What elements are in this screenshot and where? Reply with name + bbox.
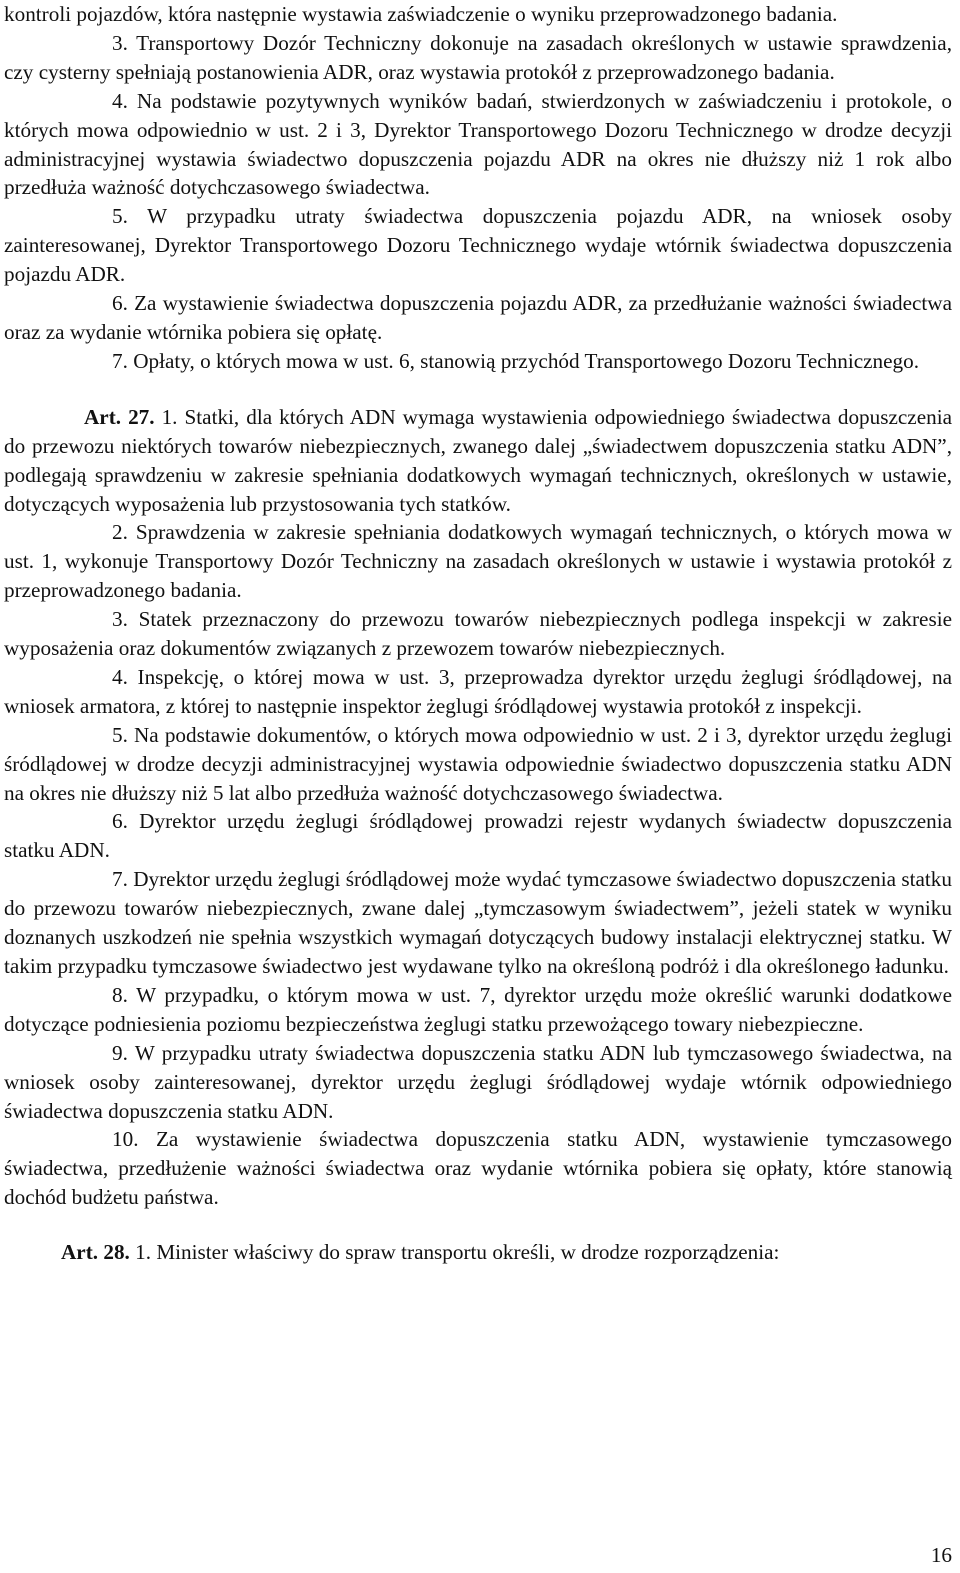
article-28-first-paragraph xyxy=(4,1238,952,1267)
article-27-ust-10: 10. Za wystawienie świadectwa dopuszczenia statku ADN, wystawienie tymczasowego świadectwa, przedłużenie ważności świadectwa oraz wydanie wtórnika pobiera się opłaty, które stanowią dochód budżetu państwa. xyxy=(4,1127,952,1210)
article-27-label: Art. 27. xyxy=(84,404,155,429)
article-27-ust-2: 2. Sprawdzenia w zakresie spełniania dodatkowych wymagań technicznych, o których mowa w ust. 1, wykonuje Transportowy Dozór Techniczny na zasadach określonych w ustawie i wystawia protokół z przeprowadzonego badania. xyxy=(4,520,952,603)
paragraph-ust-3: 3. Transportowy Dozór Techniczny dokonuje na zasadach określonych w ustawie sprawdzenia, czy cysterny spełniają postanowienia ADR, oraz wystawia protokół z przeprowadzonego badania. xyxy=(4,30,952,84)
article-27-ust-3: 3. Statek przeznaczony do przewozu towarów niebezpiecznych podlega inspekcji w zakresie wyposażenia oraz dokumentów związanych z przewozem towarów niebezpiecznych. xyxy=(4,607,952,661)
paragraph-ust-4: 4. Na podstawie pozytywnych wyników badań, stwierdzonych w zaświadczeniu i protokole, o których mowa odpowiednio w ust. 2 i 3, Dyrektor Transportowego Dozoru Technicznego w drodze decyzji administracyjnej wystawia świadectwo dopuszczenia pojazdu ADR na okres nie dłuższy niż 1 rok albo przedłuża ważność dotychczasowego świadectwa. xyxy=(4,88,952,200)
article-27-ust-7: 7. Dyrektor urzędu żeglugi śródlądowej może wydać tymczasowe świadectwo dopuszczenia statku do przewozu towarów niebezpiecznych, zwane dalej „tymczasowym świadectwem”, jeżeli statek w wyniku doznanych uszkodzeń nie spełnia wszystkich wymagań dotyczących budowy instalacji elektrycznej statku. W takim przypadku tymczasowe świadectwo jest wydawane tylko na określoną podróż i dla określonego ładunku. xyxy=(4,867,952,978)
article-27-first-paragraph xyxy=(4,403,952,519)
article-27-ust-1: 1. Statki, dla których ADN wymaga wystawienia odpowiedniego świadectwa dopuszczenia do przewozu niektórych towarów niebezpiecznych, zwanego dalej „świadectwem dopuszczenia statku ADN”, podlegają sprawdzeniu w zakresie spełniania dodatkowych wymagań technicznych, określonych w ustawie, dotyczących wyposażenia lub przystosowania tych statków. xyxy=(4,404,952,516)
paragraph-ust-5: 5. W przypadku utraty świadectwa dopuszczenia pojazdu ADR, na wniosek osoby zainteresowanej, Dyrektor Transportowego Dozoru Technicznego wydaje wtórnik świadectwa dopuszczenia pojazdu ADR. xyxy=(4,204,952,287)
article-27-ust-5: 5. Na podstawie dokumentów, o których mowa odpowiednio w ust. 2 i 3, dyrektor urzędu żeglugi śródlądowej w drodze decyzji administracyjnej wystawia odpowiednie świadectwo dopuszczenia statku ADN na okres nie dłuższy niż 5 lat albo przedłuża ważność dotychczasowego świadectwa. xyxy=(4,722,952,805)
article-28-label: Art. 28. xyxy=(61,1240,130,1265)
article-27-ust-8: 8. W przypadku, o którym mowa w ust. 7, dyrektor urzędu może określić warunki dodatkowe dotyczące podniesienia poziomu bezpieczeństwa żeglugi statku przewożącego towary niebezpieczne. xyxy=(4,982,952,1036)
article-27-ust-6: 6. Dyrektor urzędu żeglugi śródlądowej prowadzi rejestr wydanych świadectw dopuszczenia statku ADN. xyxy=(4,809,952,863)
article-27-ust-9: 9. W przypadku utraty świadectwa dopuszczenia statku ADN lub tymczasowego świadectwa, na wniosek osoby zainteresowanej, dyrektor urzędu żeglugi śródlądowej wydaje wtórnik odpowiedniego świadectwa dopuszczenia statku ADN. xyxy=(4,1040,952,1123)
article-28-ust-1: 1. Minister właściwy do spraw transportu określi, w drodze rozporządzenia: xyxy=(129,1240,780,1265)
paragraph-ust-7: 7. Opłaty, o których mowa w ust. 6, stanowią przychód Transportowego Dozoru Technicznego. xyxy=(112,348,920,373)
page-number: 16 xyxy=(930,1543,952,1567)
paragraph-continuation: kontroli pojazdów, która następnie wystawia zaświadczenie o wyniku przeprowadzonego badania. xyxy=(4,2,838,26)
article-27-ust-4: 4. Inspekcję, o której mowa w ust. 3, przeprowadza dyrektor urzędu żeglugi śródlądowej, na wniosek armatora, z której to następnie inspektor żeglugi śródlądowej wystawia protokół z inspekcji. xyxy=(4,664,952,718)
section-spacer xyxy=(4,1212,952,1238)
paragraph-ust-6: 6. Za wystawienie świadectwa dopuszczenia pojazdu ADR, za przedłużanie ważności świadectwa oraz za wydanie wtórnika pobiera się opłatę. xyxy=(4,291,952,344)
section-spacer xyxy=(4,376,952,403)
